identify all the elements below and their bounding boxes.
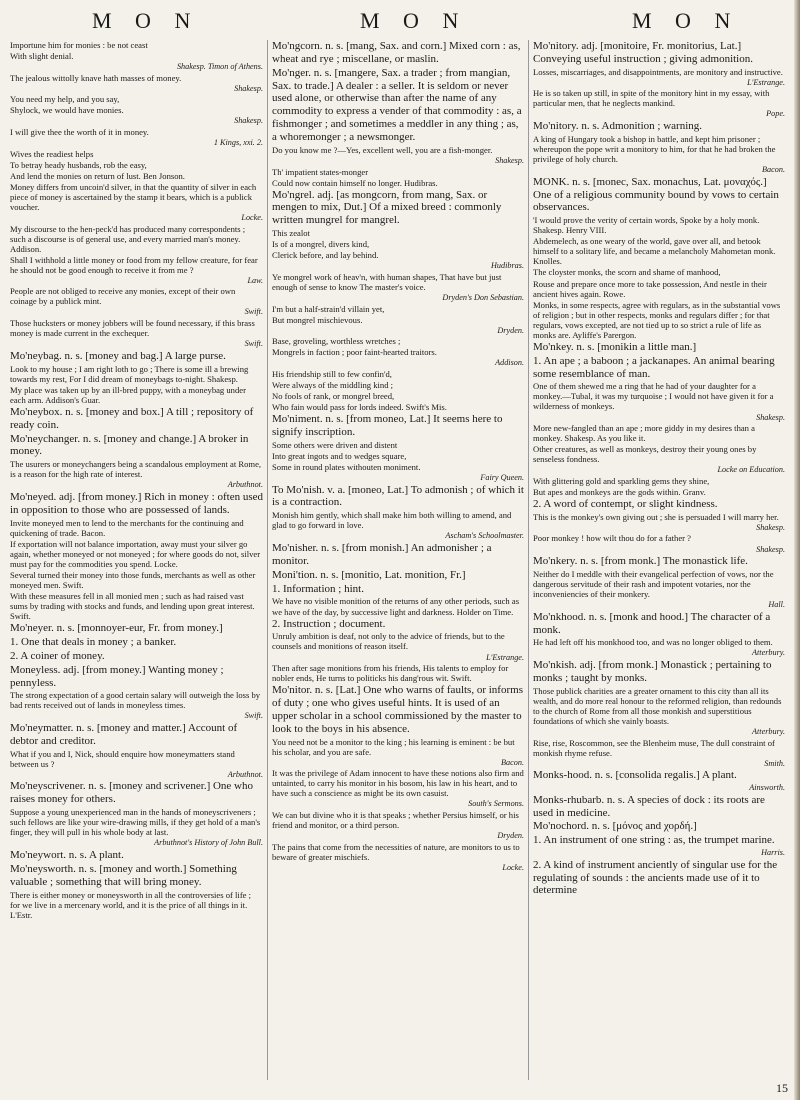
definition-text: To Mo'nish. v. a. [moneo, Lat.] To admonish ; of which it is a contraction. [272, 483, 524, 509]
definition-text: 2. A coiner of money. [10, 649, 105, 662]
definition-text: Mo'neywort. n. s. A plant. [10, 848, 124, 861]
quotation-text: Is of a mongrel, divers kind, [272, 239, 370, 250]
definition-text: 2. Instruction ; document. [272, 617, 386, 630]
attribution-text: Law. [247, 275, 263, 285]
quotation-text: With these measures fell in all monied men ; such as had raised vast sums by trading with stocks and funds, and lending upon great interest. Swift. [10, 590, 255, 622]
quotation-text: My place was taken up by an ill-bred puppy, with a moneybag under each arm. Addison's Guar. [10, 384, 246, 405]
quotation-text: People are not obliged to receive any monies, except of their own coinage by a publick mint. [10, 286, 236, 307]
definition-text: Mo'nitory. adj. [monitoire, Fr. monitorius, Lat.] Conveying useful instruction ; giving admonition. [533, 40, 753, 65]
quotation-text: My discourse to the hen-peck'd has produced many correspondents ; such a discourse is of general use, and every married man's money. Addison. [10, 223, 246, 254]
attribution-text: Locke. [502, 862, 524, 872]
quotation-text: With slight denial. [10, 51, 74, 62]
definition-text: Mo'nger. n. s. [mangere, Sax. a trader ; from mangian, Sax. to trade.] A dealer : a seller. It is seldom or never used alone, or otherwise than after the name of any commodity to express a vender of that commodity : as, a fishmonger ; and sometimes a meddler in any thing ; as, a whoremonger ; a newsmonger. [272, 66, 522, 144]
quotation-text: Ye mongrel work of heav'n, with human shapes, That have but just enough of sense to know The master's voice. [272, 271, 502, 292]
quotation-text: Clerick before, and lay behind. [272, 250, 379, 261]
header-right: M O N [632, 8, 740, 33]
quotation-text: Those publick charities are a greater ornament to this city than all its wealth, and do more real honour to the reformed religion, than redounds to the church of Rome from all those monkish and superstitious foundations of which she vainly boasts. [533, 685, 782, 726]
attribution-text: Arbuthnot. [227, 480, 263, 490]
quotation-text: Do you know me ?—Yes, excellent well, you are a fish-monger. [272, 144, 493, 155]
quotation-text: Those hucksters or money jobbers will be found necessary, if this brass money is made current in the exchequer. [10, 318, 255, 339]
quotation-text: Shylock, we would have monies. [10, 105, 124, 116]
quotation-text: You need my help, and you say, [10, 94, 120, 105]
attribution-text: Shakesp. [495, 155, 524, 165]
attribution-text: Pope. [766, 109, 785, 119]
quotation-text: Monks, in some respects, agree with regulars, as in the substantial vows of religion ; but in other respects, monks and regulars differ ; for that regulars, vows excepted, are not tied up to so strict a rule of life as monks are. Ayliffe's Parergon. [533, 299, 781, 340]
quotation-text: Then after sage monitions from his friends, His talents to employ for nobler ends, He turns to politicks his dang'rous wit. Swift. [272, 663, 509, 684]
quotation-text: He is so taken up still, in spite of the monitory hint in my essay, with particular men, that he neglects mankind. [533, 88, 770, 109]
quotation-text: Other creatures, as well as monkeys, destroy their young ones by senseless fondness. [533, 444, 757, 465]
attribution-text: Swift. [244, 307, 263, 317]
definition-text: Mo'neyed. adj. [from money.] Rich in money : often used in opposition to those who are possessed of lands. [10, 490, 263, 516]
quotation-text: Unruly ambition is deaf, not only to the advice of friends, but to the counsels and monitions of reason itself. [272, 631, 505, 652]
quotation-text: 'I would prove the verity of certain words, Spoke by a holy monk. Shakesp. Henry VIII. [533, 215, 760, 236]
attribution-text: Harris. [761, 848, 785, 858]
definition-text: Mo'ngcorn. n. s. [mang, Sax. and corn.] Mixed corn : as, wheat and rye ; miscellane, or maslin. [272, 40, 521, 65]
attribution-text: Ascham's Schoolmaster. [445, 531, 524, 541]
attribution-text: Swift. [244, 339, 263, 349]
quotation-text: Into great ingots and to wedges square, [272, 450, 407, 461]
quotation-text: But mongrel mischievous. [272, 314, 363, 325]
attribution-text: Addison. [495, 358, 524, 368]
attribution-text: Swift. [244, 711, 263, 721]
attribution-text: Dryden. [497, 325, 524, 335]
definition-text: Mo'neymatter. n. s. [money and matter.] Account of debtor and creditor. [10, 722, 238, 747]
definition-text: 2. A word of contempt, or slight kindness. [533, 497, 718, 510]
definition-text: Monks-hood. n. s. [consolida regalis.] A plant. [533, 769, 737, 782]
quotation-text: Shall I withhold a little money or food from my fellow creature, for fear he should not be good enough to receive it from me ? [10, 254, 258, 275]
quotation-text: I'm but a half-strain'd villain yet, [272, 303, 385, 314]
quotation-text: What if you and I, Nick, should enquire how moneymatters stand between us ? [10, 748, 235, 769]
definition-text: Mo'neyer. n. s. [monnoyer-eur, Fr. from money.] [10, 622, 223, 635]
quotation-text: Were always of the middling kind ; [272, 380, 394, 391]
definition-text: Mo'nisher. n. s. [from monish.] An admonisher ; a monitor. [272, 542, 492, 567]
attribution-text: Dryden's Don Sebastian. [442, 293, 524, 303]
definition-text: Mo'ngrel. adj. [as mongcorn, from mang, Sax. or mengen to mix, Dut.] Of a mixed breed : commonly written mungrel for mangrel. [272, 188, 502, 227]
attribution-text: Hall. [768, 600, 785, 610]
attribution-text: Dryden. [497, 831, 524, 841]
attribution-text: Shakesp. [756, 544, 785, 554]
column-3 [528, 40, 789, 1080]
attribution-text: Bacon. [762, 165, 785, 175]
definition-text: Mo'niment. n. s. [from moneo, Lat.] It seems here to signify inscription. [272, 413, 503, 439]
attribution-text: Shakesp. [234, 116, 263, 126]
quotation-text: The cloyster monks, the scorn and shame of manhood, [533, 267, 721, 278]
quotation-text: Abdemelech, as one weary of the world, gave over all, and betook himself to a solitary life, and became a melancholy Mahometan monk. Knolles. [533, 236, 776, 267]
definition-text: Mo'nitor. n. s. [Lat.] One who warns of faults, or informs of duty ; one who gives useful hints. It is used of an upper scholar in a school commissioned by the master to look to the boys in his absence. [272, 684, 523, 735]
quotation-text: Importune him for monies : be not ceast [10, 40, 148, 50]
definition-text: 1. An ape ; a baboon ; a jackanapes. An animal bearing some resemblance of man. [533, 354, 775, 380]
quotation-text: There is either money or moneysworth in all the controversies of life ; for we live in a mercenary world, and it is the price of all things in it. L'Estr. [10, 889, 252, 920]
definition-text: Mo'nkey. n. s. [monikin a little man.] [533, 340, 697, 353]
quotation-text: Invite moneyed men to lend to the merchants for the continuing and quickening of trade. Bacon. [10, 517, 244, 538]
definition-text: Mo'nitory. n. s. Admonition ; warning. [533, 120, 703, 133]
quotation-text: No fools of rank, or mongrel breed, [272, 391, 395, 402]
attribution-text: L'Estrange. [486, 652, 524, 662]
quotation-text: Money differs from uncoin'd silver, in that the quantity of silver in each piece of money is ascertained by the stamp it bears, which is a publick voucher. [10, 181, 257, 212]
text-columns [6, 40, 790, 1080]
attribution-text: South's Sermons. [468, 799, 524, 809]
quotation-text: The strong expectation of a good certain salary will outweigh the loss by bad rents received out of lands in moneyless times. [10, 690, 261, 711]
definition-text: Mo'nkish. adj. [from monk.] Monastick ; pertaining to monks ; taught by monks. [533, 659, 772, 684]
column-2 [267, 40, 528, 1080]
quotation-text: Rouse and prepare once more to take possession, And nestle in their ancient hives again. Rowe. [533, 278, 767, 299]
quotation-text: Some in round plates withouten moniment. [272, 461, 421, 472]
quotation-text: Suppose a young unexperienced man in the hands of moneyscriveners ; such fellows are like your wire-drawing mills, if they get hold of a man's finger, they will pull in his whole body at last. [10, 807, 261, 838]
quotation-text: Several turned their money into those funds, merchants as well as other moneyed men. Swift. [10, 569, 256, 590]
quotation-text: I will give thee the worth of it in money. [10, 127, 149, 138]
quotation-text: This zealot [272, 228, 310, 239]
header-left: M O N [92, 8, 200, 33]
quotation-text: Could now contain himself no longer. Hudibras. [272, 177, 438, 188]
attribution-text: Shakesp. [756, 522, 785, 532]
definition-text: 1. An instrument of one string : as, the trumpet marine. [533, 834, 775, 847]
quotation-text: It was the privilege of Adam innocent to have these notions also firm and untainted, to carry his monitor in his bosom, his law in his heart, and to have such a conscience as might be its own casuist. [272, 768, 524, 799]
page-number: 15 [776, 1081, 788, 1095]
quotation-text: He had left off his monkhood too, and was no longer obliged to them. [533, 637, 773, 648]
definition-text: Mo'neybag. n. s. [money and bag.] A large purse. [10, 349, 226, 362]
quotation-text: The jealous wittolly knave hath masses of money. [10, 72, 182, 83]
quotation-text: With glittering gold and sparkling gems they shine, [533, 475, 710, 486]
definition-text: 1. Information ; hint. [272, 582, 364, 595]
definition-text: 1. One that deals in money ; a banker. [10, 635, 177, 648]
quotation-text: To betray heady husbands, rob the easy, [10, 159, 147, 170]
definition-text: Mo'nochord. n. s. [μόνος and χορδή.] [533, 820, 697, 833]
quotation-text: Th' impatient states-monger [272, 166, 369, 177]
running-header [0, 8, 800, 34]
definition-text: MONK. n. s. [monec, Sax. monachus, Lat. μοναχός.] One of a religious community bound by vows to certain observances. [533, 175, 779, 214]
definition-text: 2. A kind of instrument anciently of singular use for the regulating of sounds : the ancients made use of it to determine [533, 858, 778, 897]
definition-text: Moneyless. adj. [from money.] Wanting money ; pennyless. [10, 663, 224, 689]
quotation-text: Losses, miscarriages, and disappointments, are monitory and instructive. [533, 66, 783, 77]
definition-text: Mo'neybox. n. s. [money and box.] A till ; repository of ready coin. [10, 405, 254, 431]
definition-text: Mo'neyscrivener. n. s. [money and scrivener.] One who raises money for others. [10, 780, 253, 806]
attribution-text: Smith. [764, 758, 785, 768]
definition-text: Mo'nkery. n. s. [from monk.] The monastick life. [533, 555, 748, 568]
attribution-text: Hudibras. [491, 261, 524, 271]
attribution-text: Locke on Education. [717, 465, 785, 475]
attribution-text: Locke. [241, 212, 263, 222]
quotation-text: We can but divine who it is that speaks ; whether Persius himself, or his friend and monitor, or a third person. [272, 810, 519, 831]
quotation-text: Wives the readiest helps [10, 148, 94, 159]
quotation-text: One of them shewed me a ring that he had of your daughter for a monkey.—Tubal, it was my turquoise ; I would not have given it for a wilderness of monkeys. [533, 381, 774, 412]
attribution-text: 1 Kings, xxi. 2. [213, 138, 263, 148]
quotation-text: This is the monkey's own giving out ; she is persuaded I will marry her. [533, 511, 779, 522]
attribution-text: Atterbury. [752, 648, 785, 658]
quotation-text: And lend the monies on return of lust. Ben Jonson. [10, 170, 185, 181]
quotation-text: If exportation will not balance importation, away must your silver go again, whether moneyed or not moneyed ; for where goods do not, silver must pay for the commodities you spend. Locke. [10, 538, 261, 569]
attribution-text: Arbuthnot's History of John Bull. [154, 838, 263, 848]
quotation-text: Base, groveling, worthless wretches ; [272, 336, 401, 347]
definition-text: Mo'neychanger. n. s. [money and change.] A broker in money. [10, 432, 249, 458]
definition-text: Mo'neysworth. n. s. [money and worth.] Something valuable ; something that will bring money. [10, 862, 237, 888]
column-1 [6, 40, 267, 1080]
definition-text: Monks-rhubarb. n. s. A species of dock : its roots are used in medicine. [533, 793, 765, 819]
quotation-text: Neither do I meddle with their evangelical perfection of vows, nor the dangerous servitude of their rash and impotent votaries, nor the inconveniencies of their monkery. [533, 568, 774, 600]
attribution-text: Ainsworth. [749, 783, 785, 793]
quotation-text: Monish him gently, which shall make him both willing to amend, and glad to go forward in love. [272, 510, 512, 531]
quotation-text: A king of Hungary took a bishop in battle, and kept him prisoner ; whereupon the pope writ a monitory to him, for that he had broken the privilege of holy church. [533, 133, 776, 164]
quotation-text: Rise, rise, Roscommon, see the Blenheim muse, The dull constraint of monkish rhyme refuse. [533, 737, 775, 758]
quotation-text: His friendship still to few confin'd, [272, 368, 392, 379]
attribution-text: Bacon. [501, 757, 524, 767]
quotation-text: But apes and monkeys are the gods within. Granv. [533, 486, 706, 497]
attribution-text: Arbuthnot. [227, 769, 263, 779]
attribution-text: Atterbury. [752, 726, 785, 736]
quotation-text: You need not be a monitor to the king ; his learning is eminent : be but his scholar, and you are safe. [272, 736, 515, 757]
attribution-text: Fairy Queen. [480, 473, 524, 483]
attribution-text: Shakesp. [234, 83, 263, 93]
quotation-text: Look to my house ; I am right loth to go ; There is some ill a brewing towards my rest, For I did dream of moneybags to-night. Shakesp. [10, 363, 249, 384]
quotation-text: The usurers or moneychangers being a scandalous employment at Rome, is a reason for the high rate of interest. [10, 459, 262, 480]
page-edge [794, 0, 800, 1100]
quotation-text: The pains that come from the necessities of nature, are monitors to us to beware of greater mischiefs. [272, 841, 520, 862]
quotation-text: We have no visible monition of the returns of any other periods, such as we have of the day, by successive light and darkness. Holder on Time. [272, 596, 520, 617]
attribution-text: Shakesp. [756, 412, 785, 422]
quotation-text: Poor monkey ! how wilt thou do for a father ? [533, 533, 691, 544]
definition-text: Moni'tion. n. s. [monitio, Lat. monition, Fr.] [272, 568, 466, 581]
header-center: M O N [360, 8, 468, 33]
quotation-text: Some others were driven and distent [272, 439, 398, 450]
definition-text: Mo'nkhood. n. s. [monk and hood.] The character of a monk. [533, 610, 771, 636]
quotation-text: Mongrels in faction ; poor faint-hearted traitors. [272, 347, 437, 358]
quotation-text: More new-fangled than an ape ; more giddy in my desires than a monkey. Shakesp. As you like it. [533, 423, 755, 444]
attribution-text: L'Estrange. [747, 77, 785, 87]
attribution-text: Shakesp. Timon of Athens. [176, 62, 263, 72]
quotation-text: Who fain would pass for lords indeed. Swift's Mis. [272, 402, 447, 413]
